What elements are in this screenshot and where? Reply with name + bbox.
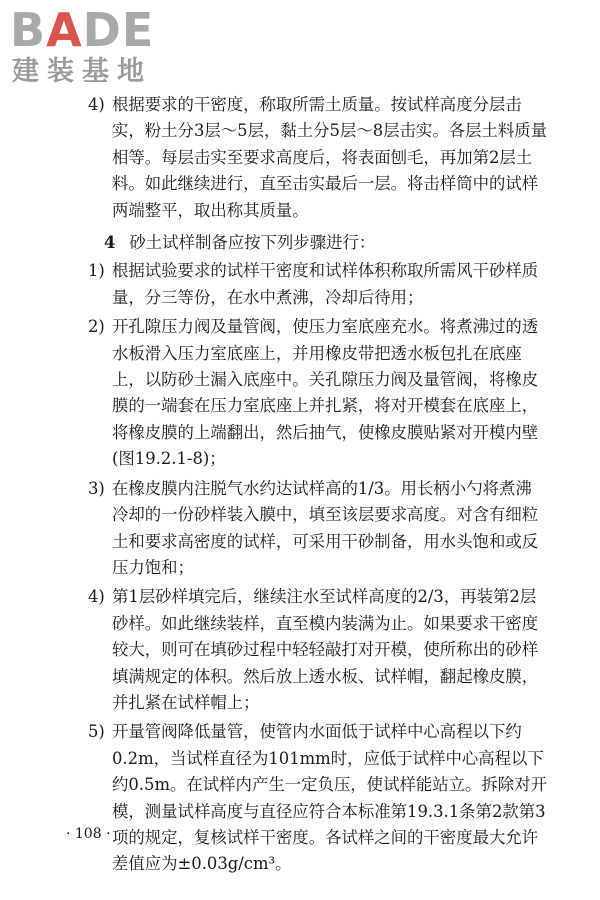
logo-wordmark: BADE	[10, 3, 155, 57]
list-item	[88, 314, 548, 472]
logo-subtitle: 建装基地	[12, 56, 152, 87]
section-text: 砂土试样制备应按下列步骤进行：	[129, 233, 376, 253]
item-number: 3)	[88, 478, 105, 498]
item-number: 4)	[88, 95, 105, 114]
item-text: 根据要求的干密度，称取所需土质量。按试样高度分层击实，粉土分3层～5层，黏土分5层～8层击实。各层土料质量相等。每层击实至要求高度后，将表面刨毛，再加第2层土料。如此继续进行，直至击实最后一层。将击样筒中的试样两端整平，取出称其质量。	[112, 95, 548, 220]
item-text: 第1层砂样填完后，继续注水至试样高度的2/3，再装第2层砂样。如此继续装样，直至模内装满为止。如果要求干密度较大，则可在填砂过程中轻轻敲打对开模，使所称出的砂样填满规定的体积。然后放上透水板、试样帽，翻起橡皮膜，并扎紧在试样帽上；	[112, 587, 539, 712]
list-item	[88, 258, 548, 311]
item-number: 2)	[88, 317, 105, 337]
page-number: · 108 ·	[66, 826, 111, 842]
list-item	[88, 476, 548, 582]
item-number: 5)	[88, 722, 105, 742]
section-heading	[104, 230, 548, 256]
item-text: 根据试验要求的试样干密度和试样体积称取所需风干砂样质量，分三等份，在水中煮沸，冷却后待用；	[112, 261, 539, 307]
item-text: 开量管阀降低量管，使管内水面低于试样中心高程以下约0.2m，当试样直径为101mm时，应低于试样中心高程以下约0.5m。在试样内产生一定负压，使试样能站立。拆除对开模，测量试样高度与直径应符合本标准第19.3.1条第2款第3项的规定，复核试样干密度。各试样之间的干密度最大允许差值应为±0.03g/cm³。	[112, 722, 547, 874]
list-item	[88, 719, 548, 877]
list-item	[88, 92, 548, 224]
item-text: 开孔隙压力阀及量管阀，使压力室底座充水。将煮沸过的透水板滑入压力室底座上，并用橡皮带把透水板包扎在底座上，以防砂土漏入底座中。关孔隙压力阀及量管阀，将橡皮膜的一端套在压力室底座上并扎紧，将对开模套在底座上，将橡皮膜的上端翻出，然后抽气，使橡皮膜贴紧对开模内壁(图19.2.1-8)；	[112, 317, 539, 469]
bade-logo	[10, 4, 180, 90]
section-number: 4	[104, 233, 116, 253]
document-body	[88, 92, 548, 878]
item-number: 1)	[88, 261, 105, 281]
item-text: 在橡皮膜内注脱气水约达试样高的1/3。用长柄小勺将煮沸冷却的一份砂样装入膜中，填至该层要求高度。对含有细粒土和要求高密度的试样，可采用干砂制备，用水头饱和或反压力饱和；	[112, 478, 539, 577]
item-number: 4)	[88, 587, 105, 607]
list-item	[88, 584, 548, 716]
